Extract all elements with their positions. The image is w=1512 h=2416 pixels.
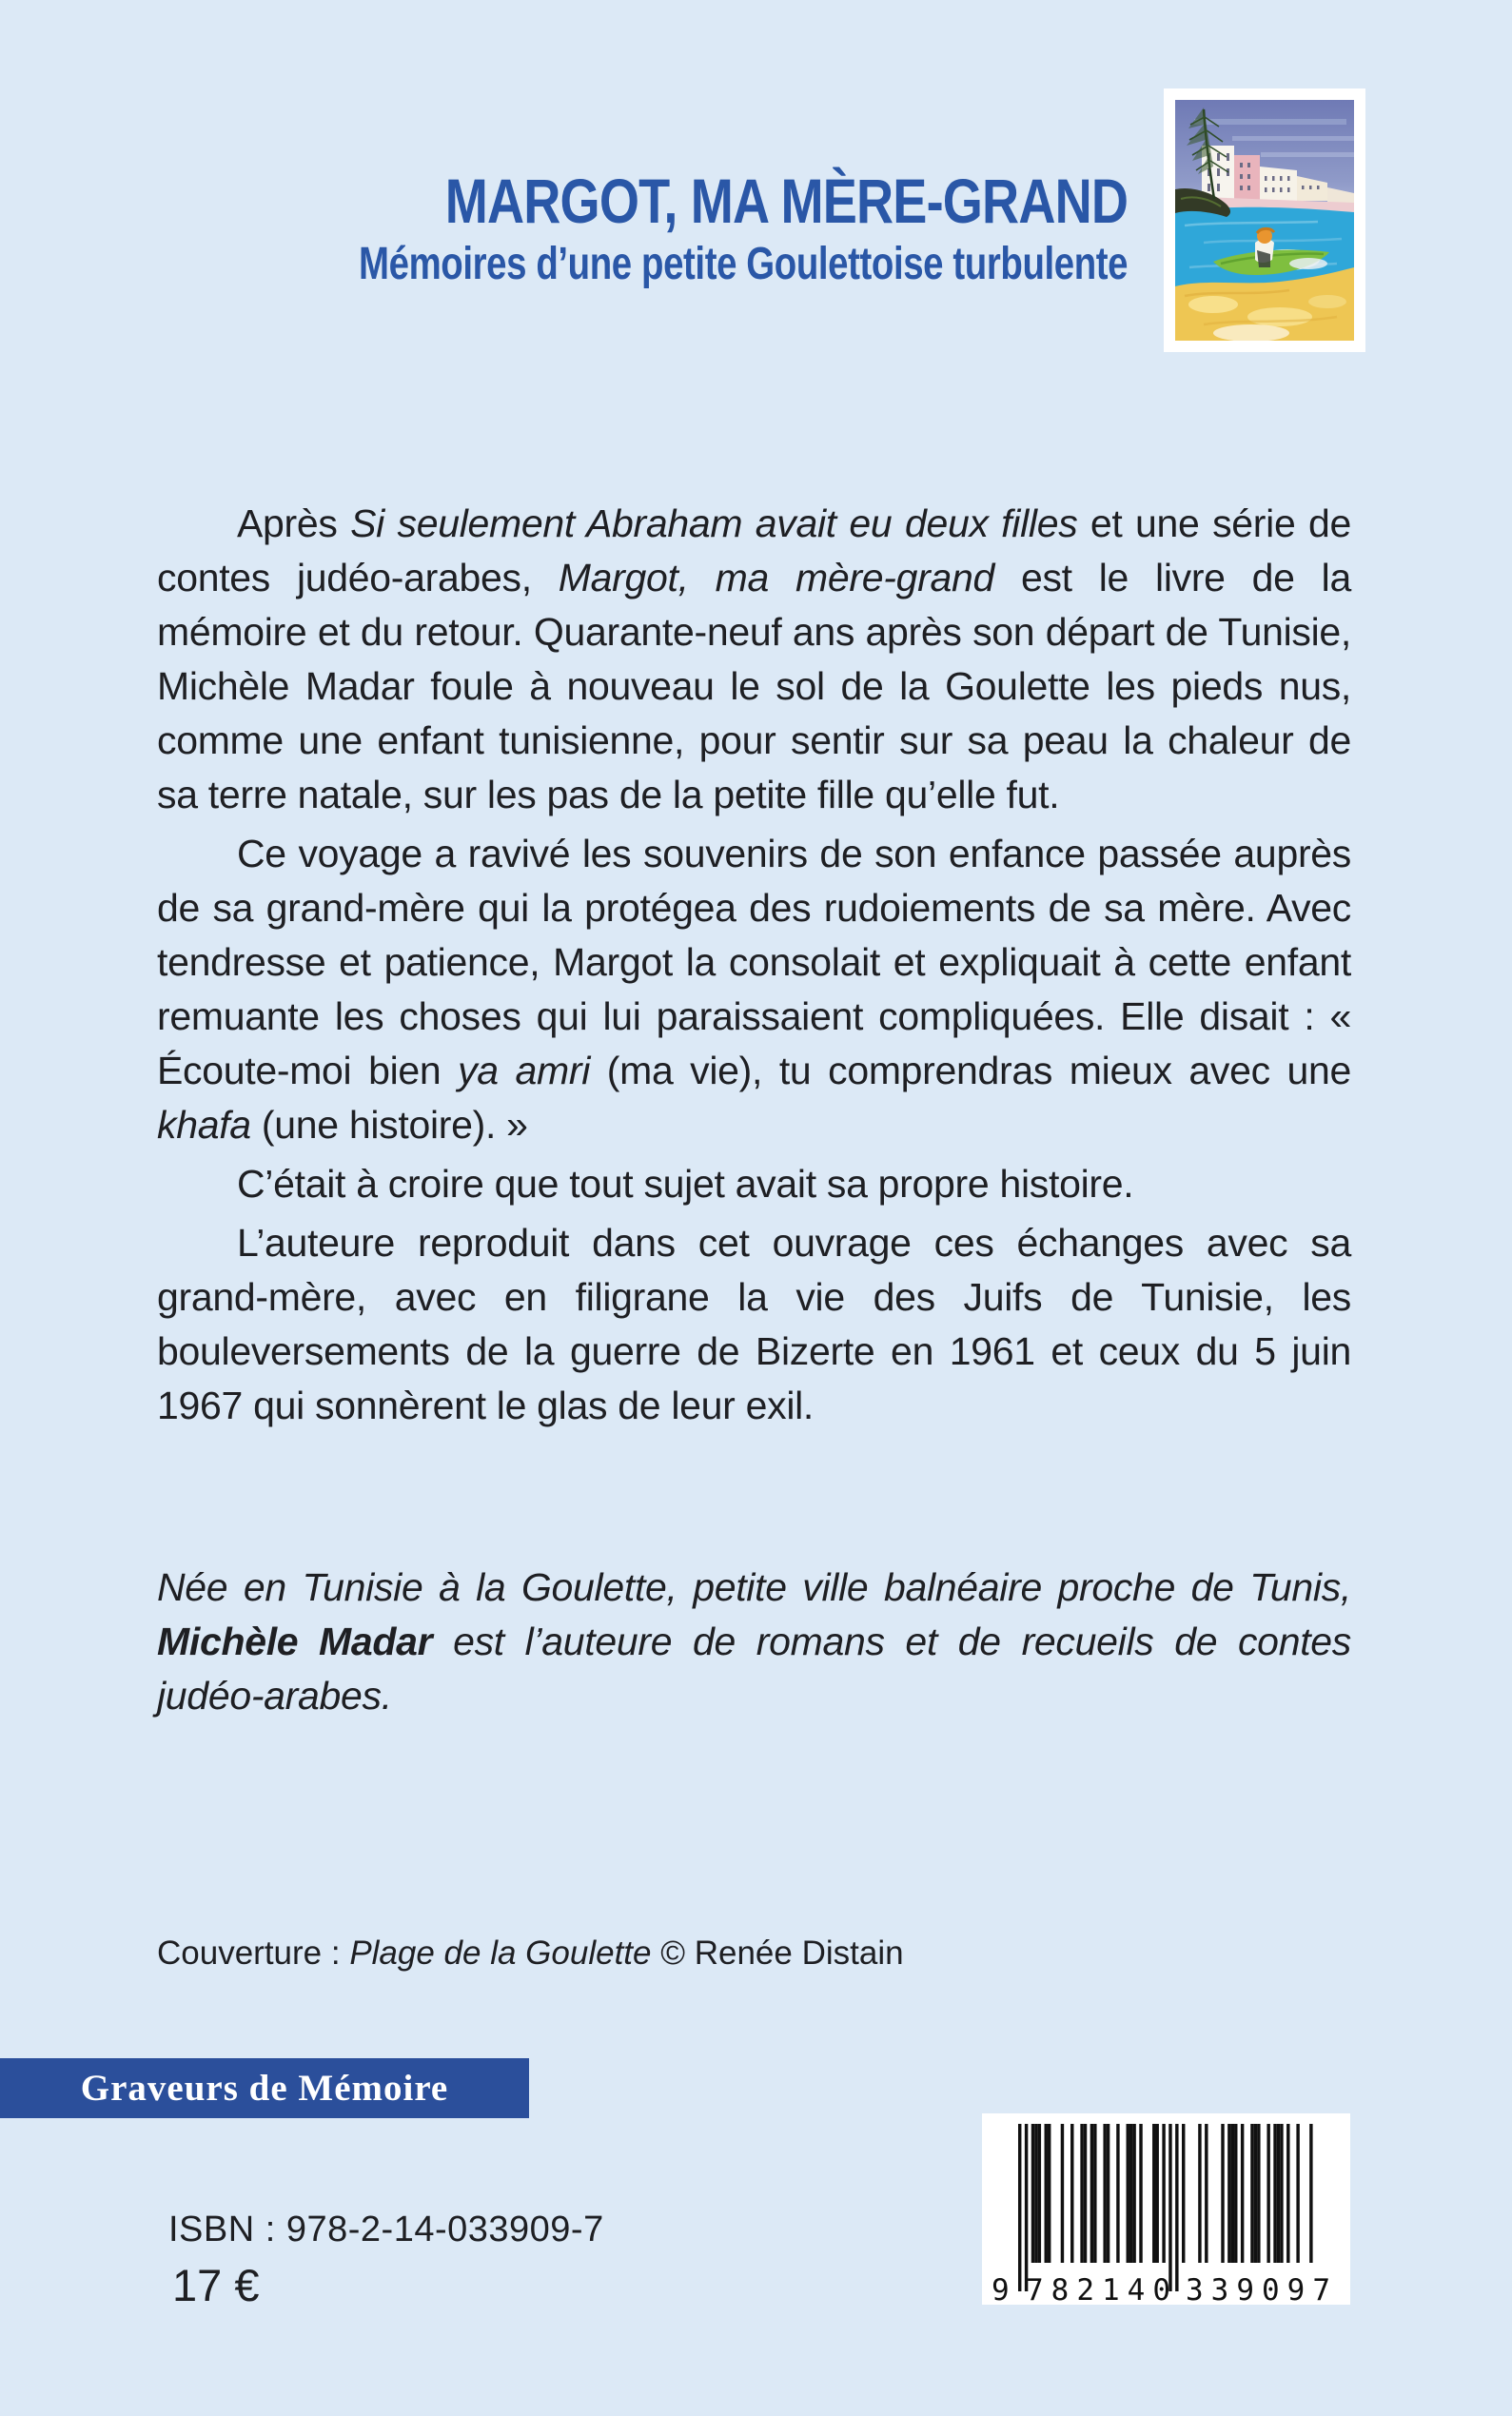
title-block (167, 166, 1128, 289)
blurb-paragraph: Après Si seulement Abraham avait eu deux filles et une série de contes judéo-arabes, Margot, ma mère-grand est le livre de la mémoire et du retour. Quarante-neuf ans après son départ de Tunisie, Michèle Madar foule à nouveau le sol de la Goulette les pieds nus, comme une enfant tunisienne, pour sentir sur sa peau la chaleur de sa terre natale, sur les pas de la petite fille qu’elle fut. (157, 501, 1351, 816)
cover-thumbnail (1164, 88, 1365, 352)
book-subtitle: Mémoires d’une petite Goulettoise turbulente (358, 239, 1128, 289)
barcode-bars (1018, 2124, 1313, 2291)
author-bio-text: Née en Tunisie à la Goulette, petite ville balnéaire proche de Tunis, Michèle Madar est l’auteure de romans et de recueils de contes judéo-arabes. (157, 1565, 1351, 1718)
collection-banner (0, 2058, 529, 2118)
cover-painting (1175, 100, 1354, 341)
barcode (982, 2113, 1350, 2305)
barcode-digit-group: 339097 (1186, 2273, 1330, 2305)
price-text: 17 € (172, 2260, 260, 2310)
blurb-paragraph: Ce voyage a ravivé les souvenirs de son enfance passée auprès de sa grand-mère qui la protégea des rudoiements de sa mère. Avec tendresse et patience, Margot la consolait et expliquait à cette enfant remuante les choses qui lui paraissaient compliquées. Elle disait : « Écoute-moi bien ya amri (ma vie), tu comprendras mieux avec une khafa (une histoire). » (157, 832, 1351, 1147)
barcode-svg (982, 2113, 1350, 2305)
blurb-paragraph: C’était à croire que tout sujet avait sa propre histoire. (237, 1162, 1134, 1206)
barcode-digit-group: 9 (992, 2273, 1010, 2305)
collection-name: Graveurs de Mémoire (80, 2068, 449, 2109)
blurb-paragraph: L’auteure reproduit dans cet ouvrage ces échanges avec sa grand-mère, avec en filigrane la vie des Juifs de Tunisie, les bouleversements de la guerre de Bizerte en 1961 et ceux du 5 juin 1967 qui sonnèrent le glas de leur exil. (157, 1221, 1351, 1427)
book-title: MARGOT, MA MÈRE-GRAND (444, 166, 1128, 236)
cover-credit: Couverture : Plage de la Goulette © Renée Distain (157, 1935, 904, 1972)
author-bio (157, 1561, 1351, 1723)
barcode-digit-group: 782140 (1026, 2273, 1170, 2305)
book-blurb (157, 497, 1351, 1438)
isbn-text: ISBN : 978-2-14-033909-7 (168, 2210, 604, 2249)
